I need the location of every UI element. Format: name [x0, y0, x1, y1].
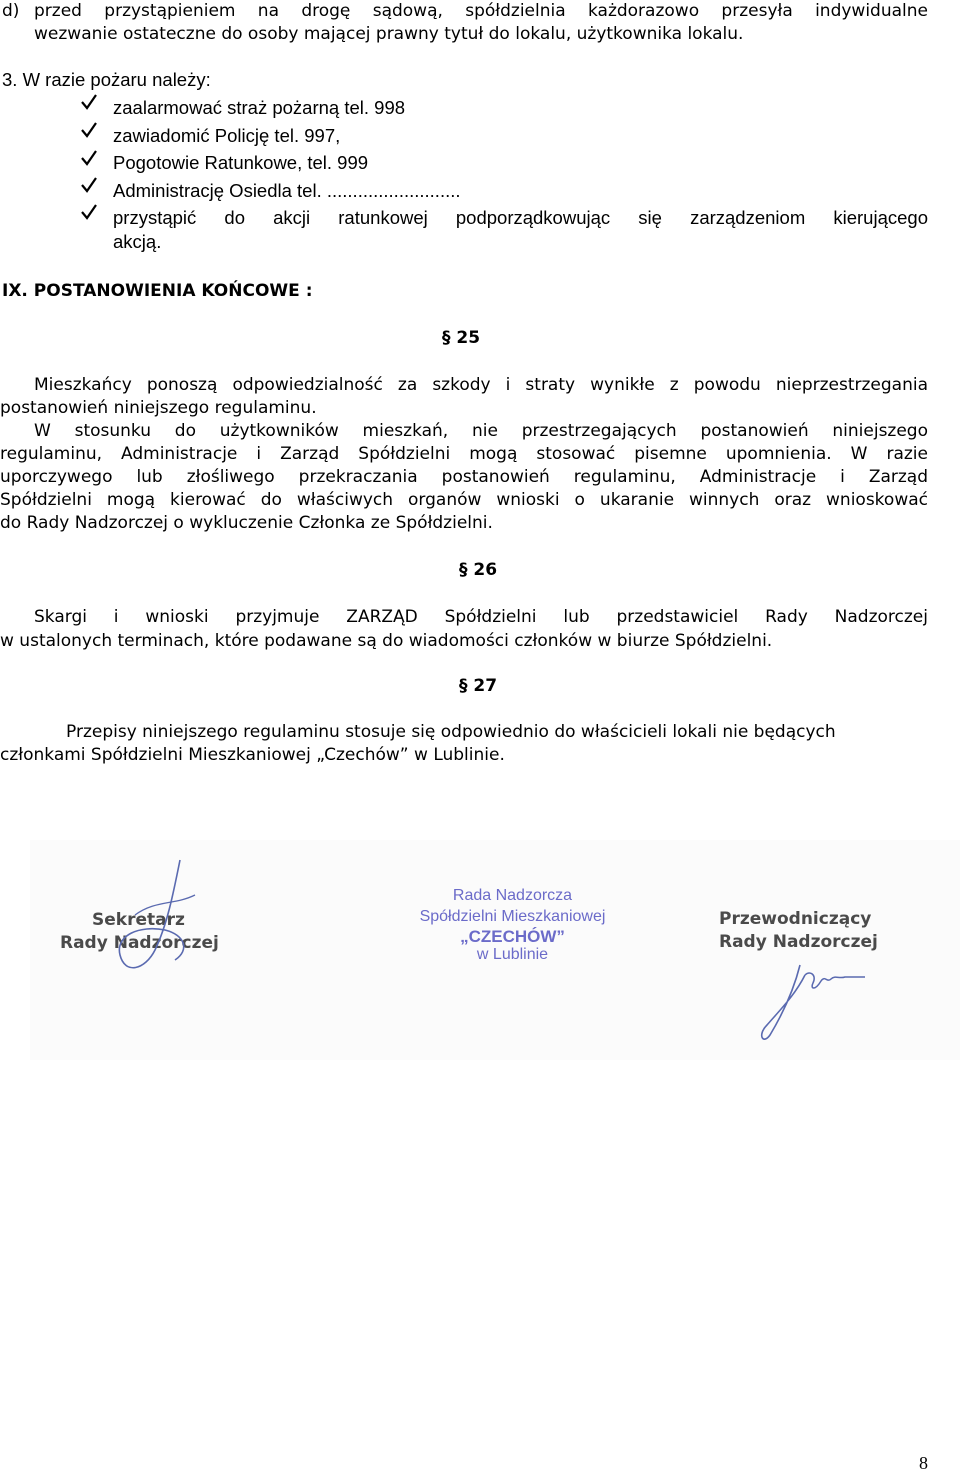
item-d-line2: wezwanie ostateczne do osoby mającej prawny tytuł do lokalu, użytkownika lokalu. — [34, 24, 744, 44]
checkmark-icon — [80, 121, 98, 139]
fire-item-5: przystąpić do akcji ratunkowej podporządkowując się zarządzeniom kierującego — [113, 207, 928, 228]
chairman-signature — [755, 955, 875, 1045]
chairman-subtitle: Rady Nadzorczej — [719, 932, 878, 952]
secretary-signature — [95, 855, 205, 985]
checkmark-icon — [80, 149, 98, 167]
stamp-line4: w Lublinie — [476, 946, 549, 963]
fire-section-heading: 3. W razie pożaru należy: — [2, 69, 211, 90]
fire-item-3: Pogotowie Ratunkowe, tel. 999 — [113, 152, 369, 173]
s26-line2: w ustalonych terminach, które podawane są do wiadomości członków w biurze Spółdzielni. — [0, 631, 773, 651]
fire-item-4: Administrację Osiedla tel. .......................... — [113, 180, 461, 201]
section-27-title: § 27 — [459, 676, 498, 696]
fire-item-2: zawiadomić Policję tel. 997, — [113, 125, 341, 146]
secretary-subtitle: Rady Nadzorczej — [60, 933, 219, 953]
stamp-line1: Rada Nadzorcza — [452, 887, 573, 904]
s25-p2-line3: uporczywego lub złośliwego przekraczania postanowień regulaminu, Administracje i Zarząd — [0, 467, 928, 487]
s25-p2-line2: regulaminu, Administracje i Zarząd Spółdzielni mogą stosować pisemne upomnienia. W razie — [0, 444, 928, 464]
section-26-title: § 26 — [459, 560, 498, 580]
page-number: 8 — [919, 1453, 928, 1473]
s25-p1-line1: Mieszkańcy ponoszą odpowiedzialność za szkody i straty wynikłe z powodu nieprzestrzegania — [34, 375, 928, 395]
secretary-title: Sekretarz — [92, 910, 185, 930]
s27-line1: Przepisy niniejszego regulaminu stosuje się odpowiednio do właścicieli lokali nie będących — [66, 722, 836, 742]
s26-line1: Skargi i wnioski przyjmuje ZARZĄD Spółdzielni lub przedstawiciel Rady Nadzorczej — [34, 607, 928, 627]
fire-item-1: zaalarmować straż pożarną tel. 998 — [113, 97, 406, 118]
stamp-line2: Spółdzielni Mieszkaniowej — [419, 908, 606, 925]
item-marker-d: d) — [2, 1, 20, 21]
s25-p2-line4: Spółdzielni mogą kierować do właściwych organów wnioski o ukaranie winnych oraz wnioskować — [0, 490, 928, 510]
stamp-line3: „CZECHÓW” — [460, 927, 565, 946]
s25-p1-line2: postanowień niniejszego regulaminu. — [0, 398, 317, 418]
checkmark-icon — [80, 203, 98, 221]
checkmark-icon — [80, 176, 98, 194]
chapter-heading: IX. POSTANOWIENIA KOŃCOWE : — [2, 281, 313, 301]
s27-line2: członkami Spółdzielni Mieszkaniowej „Czechów” w Lublinie. — [0, 745, 505, 765]
fire-item-5-cont: akcją. — [113, 231, 162, 252]
item-d-line1: przed przystąpieniem na drogę sądową, spółdzielnia każdorazowo przesyła indywidualne — [34, 1, 928, 21]
checkmark-icon — [80, 93, 98, 111]
chairman-title: Przewodniczący — [719, 909, 872, 929]
s25-p2-line5: do Rady Nadzorczej o wykluczenie Członka ze Spółdzielni. — [0, 513, 493, 533]
section-25-title: § 25 — [442, 328, 481, 348]
s25-p2-line1: W stosunku do użytkowników mieszkań, nie przestrzegających postanowień niniejszego — [34, 421, 928, 441]
